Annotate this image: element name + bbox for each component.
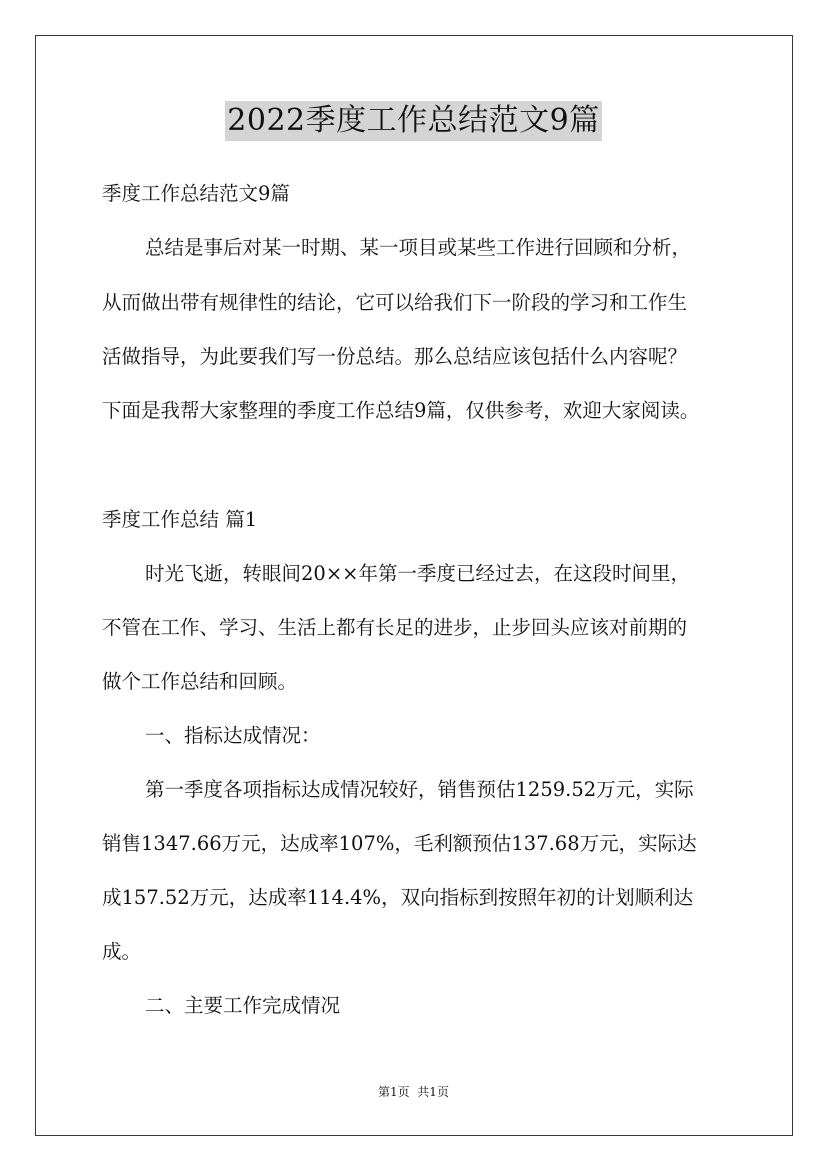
paragraph-line: 成。 bbox=[102, 940, 142, 963]
paragraph-line: 不管在工作、学习、生活上都有长足的进步，止步回头应该对前期的 bbox=[102, 616, 688, 639]
paragraph-line: 时光飞逝，转眼间20××年第一季度已经过去，在这段时间里， bbox=[145, 562, 690, 585]
section-heading: 季度工作总结 篇1 bbox=[102, 508, 258, 531]
paragraph-line: 总结是事后对某一时期、某一项目或某些工作进行回顾和分析， bbox=[145, 236, 692, 259]
paragraph-line: 做个工作总结和回顾。 bbox=[102, 670, 298, 693]
paragraph-line: 第一季度各项指标达成情况较好，销售预估1259.52万元，实际 bbox=[145, 778, 694, 801]
page-footer: 第1页 共1页 bbox=[378, 1085, 449, 1099]
paragraph-line: 销售1347.66万元，达成率107%，毛利额预估137.68万元，实际达 bbox=[102, 832, 697, 855]
document-title: 2022季度工作总结范文9篇 bbox=[225, 101, 601, 141]
subheading-line: 一、指标达成情况： bbox=[145, 724, 321, 747]
paragraph-line: 成157.52万元，达成率114.4%，双向指标到按照年初的计划顺利达 bbox=[102, 886, 694, 909]
paragraph-line: 下面是我帮大家整理的季度工作总结9篇，仅供参考，欢迎大家阅读。 bbox=[102, 399, 700, 422]
subtitle-line: 季度工作总结范文9篇 bbox=[102, 182, 290, 205]
title-container bbox=[0, 101, 827, 141]
paragraph-line: 活做指导，为此要我们写一份总结。那么总结应该包括什么内容呢？ bbox=[102, 345, 688, 368]
paragraph-line: 从而做出带有规律性的结论，它可以给我们下一阶段的学习和工作生 bbox=[102, 291, 688, 314]
subheading-line: 二、主要工作完成情况 bbox=[145, 994, 341, 1017]
